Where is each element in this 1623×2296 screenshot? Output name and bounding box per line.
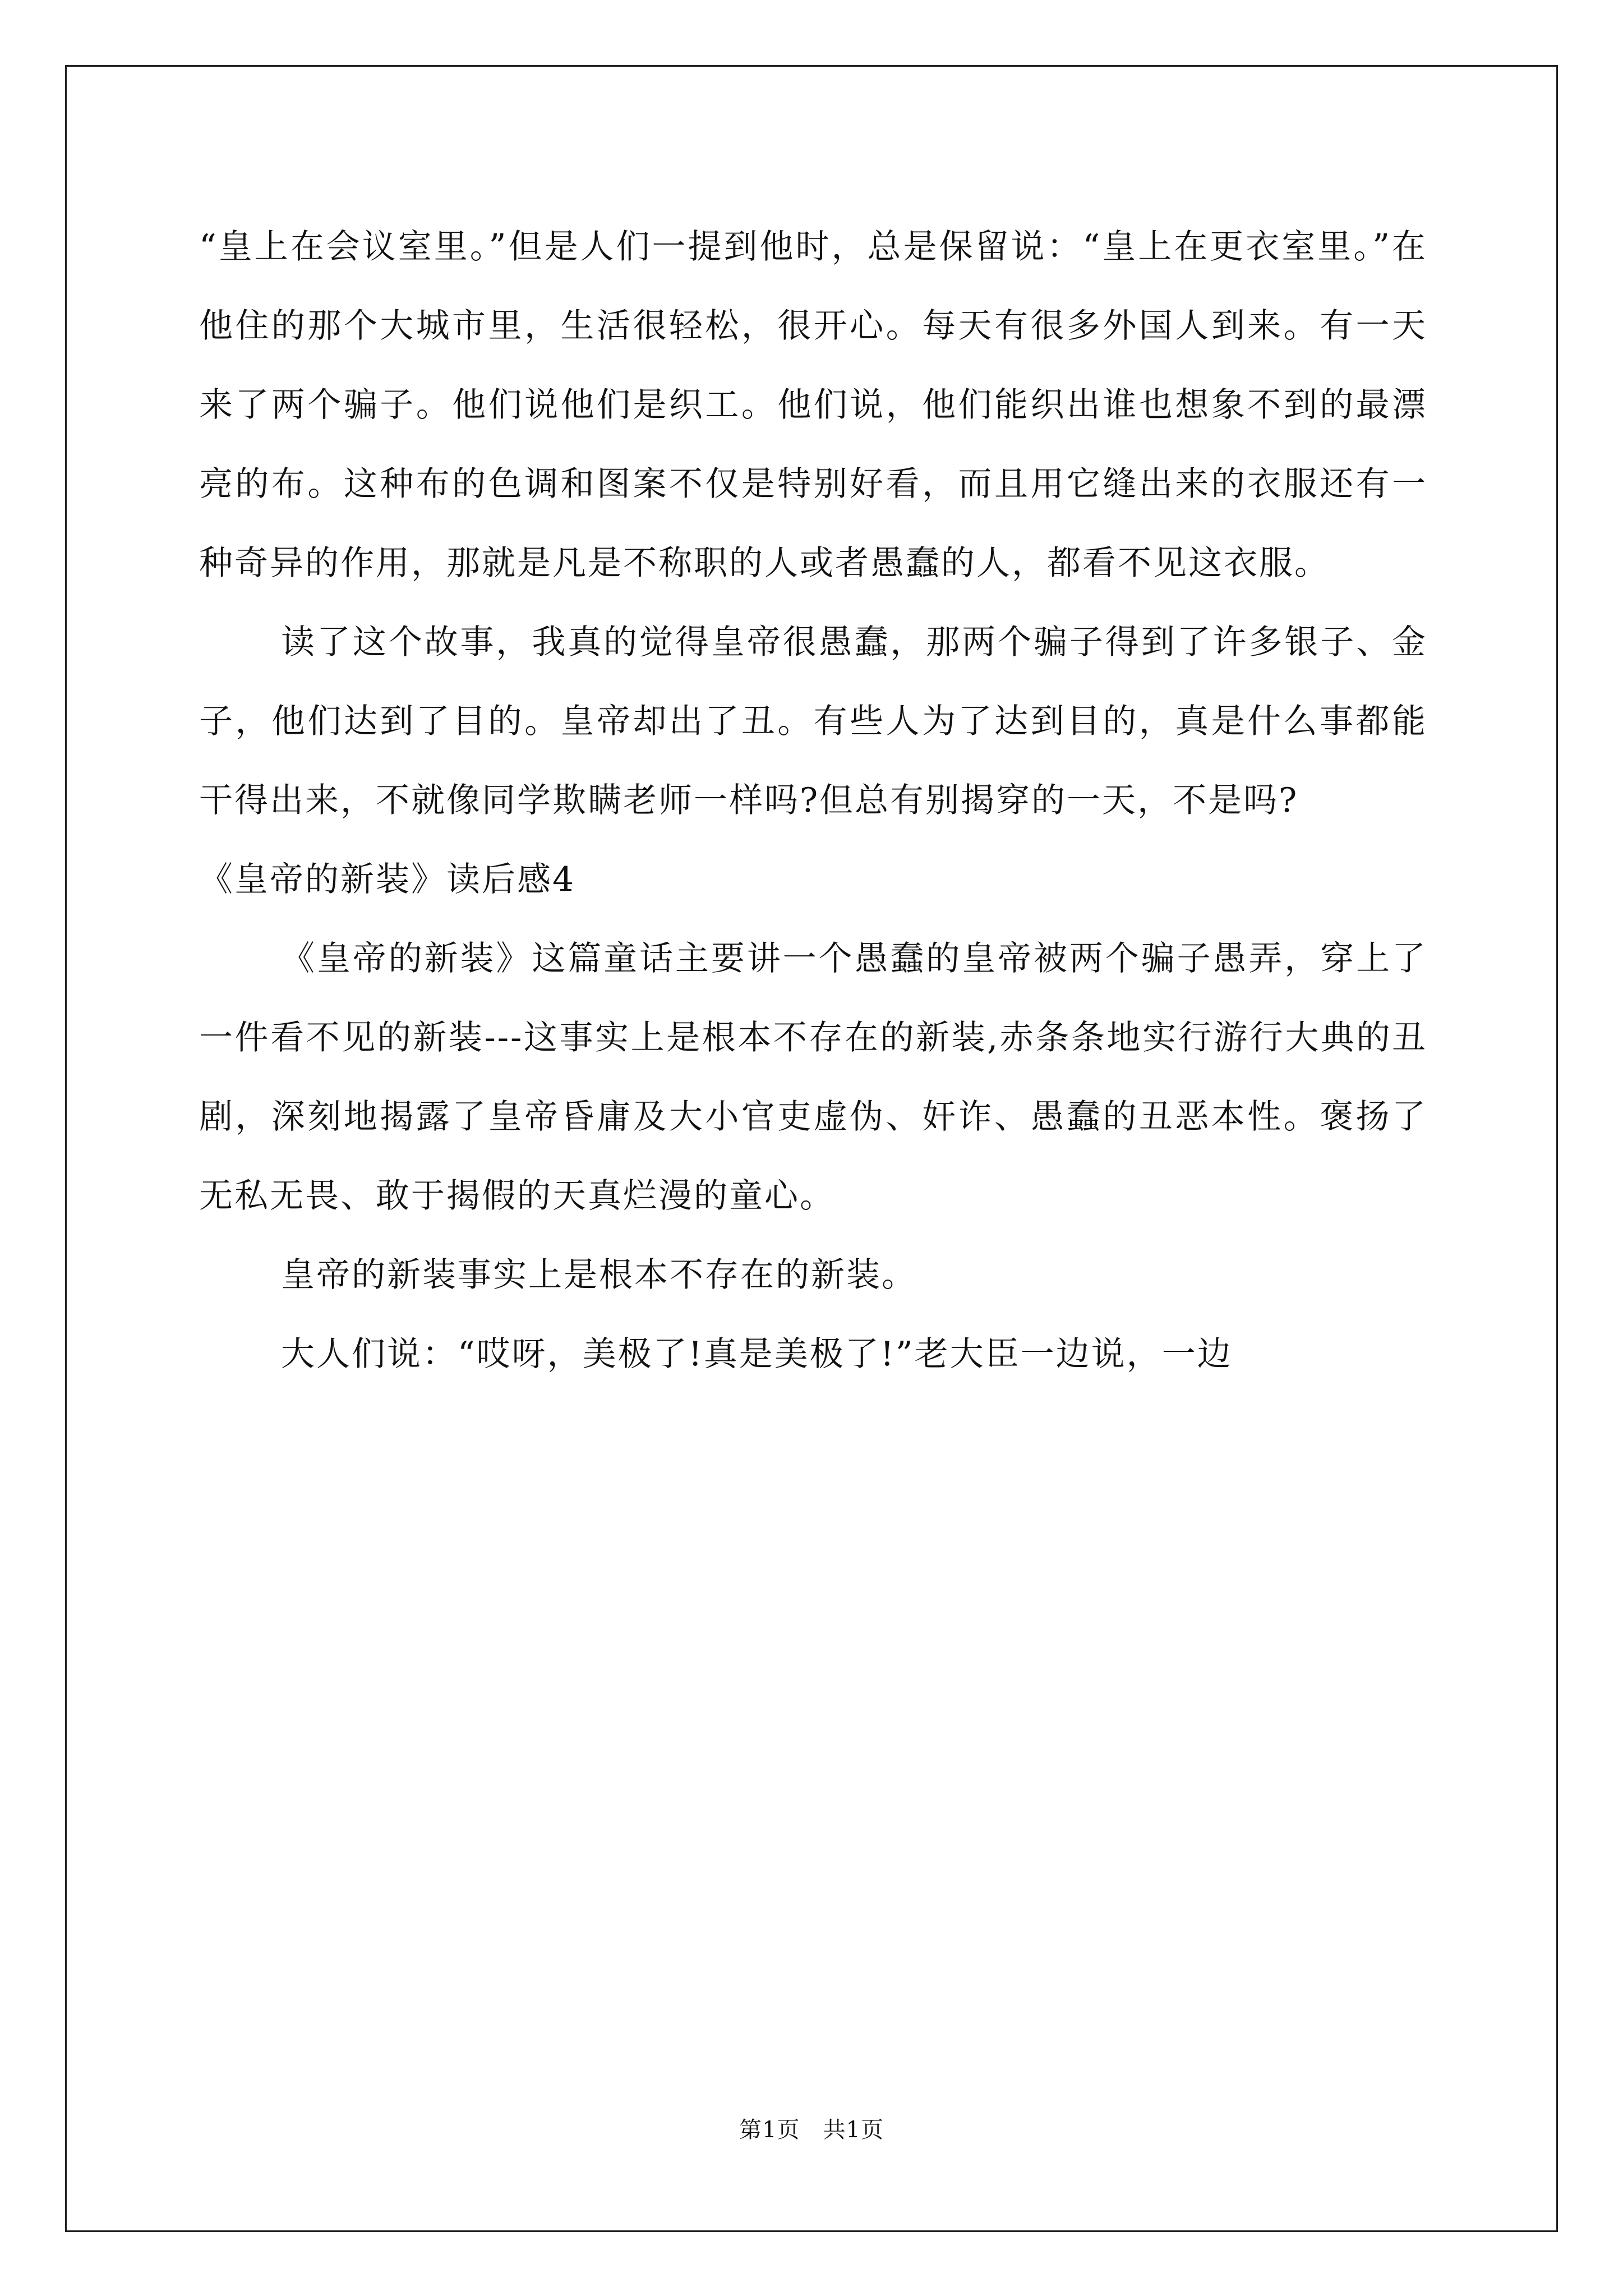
document-body (199, 208, 1427, 1394)
section-heading: 《皇帝的新装》读后感4 (199, 860, 576, 899)
page-number-footer: 第1页 共1页 (739, 2117, 884, 2143)
paragraph-quote: 大人们说：“哎呀，美极了!真是美极了!”老大臣一边说，一边 (281, 1335, 1233, 1374)
paragraph-reflection: 读了这个故事，我真的觉得皇帝很愚蠢，那两个骗子得到了许多银子、金子，他们达到了目的。皇帝却出了丑。有些人为了达到目的，真是什么事都能干得出来，不就像同学欺瞒老师一样吗?但总有别揭穿的一天，不是吗? (199, 623, 1427, 820)
paragraph-statement: 皇帝的新装事实上是根本不存在的新装。 (281, 1255, 917, 1295)
paragraph-intro: “皇上在会议室里。”但是人们一提到他时，总是保留说：“皇上在更衣室里。”在他住的那个大城市里，生活很轻松，很开心。每天有很多外国人到来。有一天来了两个骗子。他们说他们是织工。他们说，他们能织出谁也想象不到的最漂亮的布。这种布的色调和图案不仅是特别好看，而且用它缝出来的衣服还有一种奇异的作用，那就是凡是不称职的人或者愚蠢的人，都看不见这衣服。 (199, 227, 1427, 583)
paragraph-summary: 《皇帝的新装》这篇童话主要讲一个愚蠢的皇帝被两个骗子愚弄，穿上了一件看不见的新装---这事实上是根本不存在的新装,赤条条地实行游行大典的丑剧，深刻地揭露了皇帝昏庸及大小官吏虚伪、奸诈、愚蠢的丑恶本性。褒扬了无私无畏、敢于揭假的天真烂漫的童心。 (199, 939, 1427, 1216)
